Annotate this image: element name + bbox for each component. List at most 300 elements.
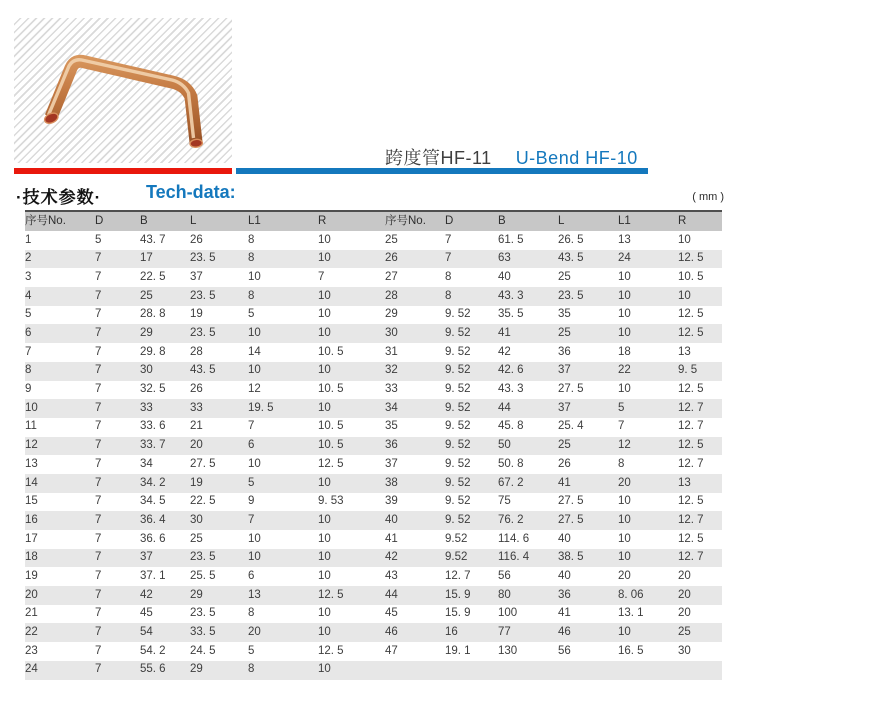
section-heading-en: Tech-data: bbox=[146, 182, 236, 202]
table-cell: 13 bbox=[618, 233, 631, 246]
table-cell: 8 bbox=[248, 252, 255, 265]
table-cell: 10 bbox=[618, 551, 631, 564]
table-cell: 7 bbox=[248, 420, 255, 433]
table-cell: 20 bbox=[618, 476, 631, 489]
table-cell: 25. 4 bbox=[558, 420, 584, 433]
table-cell: 10 bbox=[618, 532, 631, 545]
table-cell: 63 bbox=[498, 252, 511, 265]
table-cell: 34. 2 bbox=[140, 476, 166, 489]
table-cell: 8 bbox=[248, 663, 255, 676]
table-cell: 9 bbox=[248, 495, 255, 508]
table-cell: 46 bbox=[385, 626, 398, 639]
table-cell: 40 bbox=[498, 270, 511, 283]
table-cell bbox=[678, 661, 722, 680]
table-row bbox=[25, 642, 722, 661]
table-cell: 40 bbox=[558, 569, 571, 582]
table-cell: 10. 5 bbox=[318, 345, 344, 358]
table-cell: 76. 2 bbox=[498, 513, 524, 526]
table-row bbox=[25, 362, 722, 381]
table-row bbox=[25, 231, 722, 250]
table-cell: 29 bbox=[140, 327, 153, 340]
table-cell: 39 bbox=[385, 495, 398, 508]
table-cell: 35 bbox=[385, 420, 398, 433]
table-cell: 10 bbox=[318, 569, 331, 582]
table-body bbox=[25, 231, 722, 680]
tech-data-table bbox=[25, 210, 722, 680]
table-cell: 27 bbox=[385, 270, 398, 283]
table-cell: 6 bbox=[248, 569, 255, 582]
product-title bbox=[385, 144, 638, 170]
table-cell: 9. 52 bbox=[445, 345, 471, 358]
table-cell: 77 bbox=[498, 626, 511, 639]
table-cell: 41 bbox=[558, 476, 571, 489]
table-cell: 11 bbox=[25, 420, 37, 433]
table-cell: 10 bbox=[678, 233, 691, 246]
table-cell: 42 bbox=[385, 551, 398, 564]
table-cell: 7 bbox=[95, 551, 102, 564]
table-cell: 8 bbox=[248, 607, 255, 620]
table-cell: 43. 3 bbox=[498, 383, 524, 396]
table-cell: 30 bbox=[140, 364, 153, 377]
column-header: R bbox=[318, 211, 385, 231]
table-cell: 100 bbox=[498, 607, 518, 620]
table-cell: 20 bbox=[248, 626, 261, 639]
table-cell: 50. 8 bbox=[498, 457, 524, 470]
table-cell: 10 bbox=[248, 327, 261, 340]
table-cell: 23. 5 bbox=[190, 607, 216, 620]
table-cell: 8 bbox=[248, 289, 255, 302]
table-cell: 12. 5 bbox=[678, 327, 704, 340]
table-cell: 7 bbox=[95, 364, 102, 377]
table-cell: 10 bbox=[618, 327, 631, 340]
table-cell: 10 bbox=[318, 308, 331, 321]
table-row bbox=[25, 287, 722, 306]
table-cell: 25 bbox=[678, 626, 691, 639]
table-cell: 29. 8 bbox=[140, 345, 166, 358]
table-cell: 22. 5 bbox=[140, 270, 166, 283]
product-photo bbox=[14, 18, 232, 163]
table-row bbox=[25, 268, 722, 287]
table-cell: 7 bbox=[95, 476, 102, 489]
table-cell: 9. 52 bbox=[445, 401, 471, 414]
table-cell: 14 bbox=[248, 345, 261, 358]
table-cell: 33. 7 bbox=[140, 439, 166, 452]
table-row bbox=[25, 399, 722, 418]
table-cell: 13 bbox=[248, 588, 261, 601]
table-cell: 12. 5 bbox=[678, 383, 704, 396]
table-cell: 116. 4 bbox=[498, 551, 530, 564]
table-cell: 8 bbox=[248, 233, 255, 246]
table-cell: 20 bbox=[25, 588, 38, 601]
table-cell: 10 bbox=[618, 383, 631, 396]
table-cell: 10 bbox=[618, 289, 631, 302]
table-cell: 10 bbox=[318, 607, 331, 620]
table-cell: 12. 5 bbox=[318, 457, 344, 470]
table-cell: 7 bbox=[95, 569, 102, 582]
table-cell: 25 bbox=[140, 289, 153, 302]
table-cell: 9. 52 bbox=[445, 495, 471, 508]
table-cell: 43. 5 bbox=[558, 252, 584, 265]
table-cell: 41 bbox=[558, 607, 571, 620]
column-header: D bbox=[95, 211, 140, 231]
table-cell: 47 bbox=[385, 644, 398, 657]
table-cell: 29 bbox=[190, 588, 203, 601]
table-cell: 9. 52 bbox=[445, 457, 471, 470]
table-cell: 10. 5 bbox=[678, 270, 704, 283]
table-cell: 9. 52 bbox=[445, 327, 471, 340]
table-cell: 23. 5 bbox=[190, 327, 216, 340]
table-cell: 22 bbox=[618, 364, 631, 377]
table-cell: 80 bbox=[498, 588, 511, 601]
column-header: B bbox=[140, 211, 190, 231]
table-cell: 38 bbox=[385, 476, 398, 489]
table-cell: 5 bbox=[25, 308, 32, 321]
unit-label: ( mm ) bbox=[692, 191, 724, 203]
table-cell: 10 bbox=[318, 364, 331, 377]
table-cell: 19. 1 bbox=[445, 644, 471, 657]
table-cell: 26 bbox=[385, 252, 398, 265]
table-cell: 21 bbox=[190, 420, 203, 433]
table-cell: 7 bbox=[95, 420, 102, 433]
table-cell: 10 bbox=[248, 270, 261, 283]
table-cell: 7 bbox=[95, 626, 102, 639]
table-cell: 19 bbox=[190, 476, 203, 489]
section-heading-zh: ·技术参数· bbox=[16, 188, 102, 207]
table-cell: 25. 5 bbox=[190, 569, 216, 582]
table-cell: 33 bbox=[190, 401, 203, 414]
table-cell: 7 bbox=[95, 401, 102, 414]
table-cell: 20 bbox=[618, 569, 631, 582]
table-cell: 23. 5 bbox=[190, 551, 216, 564]
table-cell: 33 bbox=[385, 383, 398, 396]
table-cell: 10 bbox=[318, 513, 331, 526]
table-row bbox=[25, 306, 722, 325]
table-cell: 36 bbox=[558, 588, 571, 601]
table-cell: 27. 5 bbox=[558, 383, 584, 396]
table-cell: 37 bbox=[190, 270, 203, 283]
table-cell: 12. 5 bbox=[318, 644, 344, 657]
table-cell: 30 bbox=[385, 327, 398, 340]
column-header: L bbox=[558, 211, 618, 231]
table-cell: 45 bbox=[140, 607, 153, 620]
table-cell: 13 bbox=[678, 476, 691, 489]
table-cell: 7 bbox=[95, 513, 102, 526]
column-header: D bbox=[445, 211, 498, 231]
table-cell: 10 bbox=[618, 626, 631, 639]
table-row bbox=[25, 455, 722, 474]
table-cell: 8 bbox=[618, 457, 625, 470]
table-cell: 15. 9 bbox=[445, 607, 471, 620]
table-cell: 46 bbox=[558, 626, 571, 639]
table-cell: 24 bbox=[618, 252, 631, 265]
table-cell: 43 bbox=[385, 569, 398, 582]
table-cell: 9. 53 bbox=[318, 495, 344, 508]
table-cell: 10 bbox=[318, 663, 331, 676]
table-cell: 9. 52 bbox=[445, 364, 471, 377]
table-cell: 16 bbox=[445, 626, 458, 639]
table-cell: 27. 5 bbox=[558, 513, 584, 526]
table-cell: 16. 5 bbox=[618, 644, 644, 657]
table-cell: 37 bbox=[140, 551, 153, 564]
table-cell: 50 bbox=[498, 439, 511, 452]
table-cell: 12. 5 bbox=[678, 532, 704, 545]
table-cell: 10 bbox=[248, 457, 261, 470]
table-cell: 10 bbox=[618, 308, 631, 321]
table-cell: 9. 5 bbox=[678, 364, 698, 377]
table-cell: 19. 5 bbox=[248, 401, 274, 414]
table-cell: 10 bbox=[618, 513, 631, 526]
table-cell: 42 bbox=[498, 345, 511, 358]
table-cell: 16 bbox=[25, 513, 38, 526]
table-cell: 12. 7 bbox=[678, 401, 704, 414]
table-cell: 9. 52 bbox=[445, 383, 471, 396]
table-cell: 10 bbox=[318, 532, 331, 545]
table-cell: 7 bbox=[95, 607, 102, 620]
table-cell: 61. 5 bbox=[498, 233, 524, 246]
table-cell: 7 bbox=[95, 383, 102, 396]
table-cell: 45. 8 bbox=[498, 420, 524, 433]
table-cell: 14 bbox=[25, 476, 38, 489]
table-cell: 32. 5 bbox=[140, 383, 166, 396]
table-row bbox=[25, 343, 722, 362]
table-cell: 75 bbox=[498, 495, 511, 508]
table-cell: 12. 7 bbox=[678, 420, 704, 433]
table-cell: 55. 6 bbox=[140, 663, 166, 676]
table-cell: 9. 52 bbox=[445, 308, 471, 321]
table-cell: 43. 3 bbox=[498, 289, 524, 302]
table-cell: 10 bbox=[678, 289, 691, 302]
table-cell: 10. 5 bbox=[318, 439, 344, 452]
table-cell: 9.52 bbox=[445, 551, 468, 564]
table-cell: 12. 5 bbox=[678, 495, 704, 508]
table-cell bbox=[445, 661, 498, 680]
table-cell: 25 bbox=[190, 532, 203, 545]
table-cell: 12 bbox=[25, 439, 38, 452]
table-cell: 25 bbox=[558, 327, 571, 340]
table-cell: 26 bbox=[190, 383, 203, 396]
column-header: L bbox=[190, 211, 248, 231]
table-cell: 12. 5 bbox=[318, 588, 344, 601]
table-cell: 37 bbox=[558, 401, 571, 414]
table-cell: 10. 5 bbox=[318, 420, 344, 433]
table-cell: 8 bbox=[445, 289, 452, 302]
table-cell: 10 bbox=[25, 401, 38, 414]
table-cell: 42. 6 bbox=[498, 364, 524, 377]
table-cell: 10 bbox=[318, 327, 331, 340]
table-row bbox=[25, 511, 722, 530]
table-cell: 36. 6 bbox=[140, 532, 166, 545]
table-cell: 22. 5 bbox=[190, 495, 216, 508]
table-cell: 4 bbox=[25, 289, 32, 302]
table-cell: 7 bbox=[618, 420, 625, 433]
table-row bbox=[25, 474, 722, 493]
table-cell: 10 bbox=[248, 364, 261, 377]
table-cell: 27. 5 bbox=[558, 495, 584, 508]
table-cell: 25 bbox=[385, 233, 398, 246]
table-cell: 18 bbox=[618, 345, 631, 358]
table-cell: 10 bbox=[318, 626, 331, 639]
table-cell: 2 bbox=[25, 252, 32, 265]
table-cell: 15 bbox=[25, 495, 38, 508]
table-row bbox=[25, 493, 722, 512]
table-cell: 8 bbox=[25, 364, 32, 377]
table-cell: 22 bbox=[25, 626, 38, 639]
table-header bbox=[25, 211, 722, 231]
table-cell: 130 bbox=[498, 644, 518, 657]
table-cell: 25 bbox=[558, 439, 571, 452]
table-cell: 35 bbox=[558, 308, 571, 321]
table-cell: 25 bbox=[558, 270, 571, 283]
table-cell: 37 bbox=[558, 364, 571, 377]
column-header: L1 bbox=[618, 211, 678, 231]
table-cell: 17 bbox=[25, 532, 38, 545]
table-cell: 26. 5 bbox=[558, 233, 584, 246]
table-cell: 12. 5 bbox=[678, 252, 704, 265]
table-row bbox=[25, 586, 722, 605]
table-cell: 40 bbox=[385, 513, 398, 526]
table-cell: 13. 1 bbox=[618, 607, 644, 620]
table-cell: 7 bbox=[95, 289, 102, 302]
product-title-zh: 跨度管HF-11 bbox=[385, 148, 492, 168]
table-cell: 34 bbox=[385, 401, 398, 414]
table-cell: 10 bbox=[618, 495, 631, 508]
table-cell: 36 bbox=[385, 439, 398, 452]
table-cell: 12. 5 bbox=[678, 308, 704, 321]
table-cell: 23 bbox=[25, 644, 38, 657]
table-cell: 28 bbox=[190, 345, 203, 358]
table-cell: 6 bbox=[25, 327, 32, 340]
table-cell: 33. 6 bbox=[140, 420, 166, 433]
table-cell: 24 bbox=[25, 663, 38, 676]
table-cell: 44 bbox=[498, 401, 511, 414]
table-cell: 20 bbox=[678, 588, 691, 601]
table-cell: 37. 1 bbox=[140, 569, 166, 582]
table-cell: 44 bbox=[385, 588, 398, 601]
table-cell: 28 bbox=[385, 289, 398, 302]
table-row bbox=[25, 549, 722, 568]
table-cell: 7 bbox=[95, 327, 102, 340]
table-cell bbox=[558, 661, 618, 680]
table-cell: 24. 5 bbox=[190, 644, 216, 657]
table-row bbox=[25, 418, 722, 437]
table-cell: 7 bbox=[95, 457, 102, 470]
table-cell: 12. 7 bbox=[678, 551, 704, 564]
table-cell: 56 bbox=[498, 569, 511, 582]
table-cell: 9. 52 bbox=[445, 476, 471, 489]
table-cell: 56 bbox=[558, 644, 571, 657]
table-cell: 19 bbox=[25, 569, 38, 582]
table-cell: 7 bbox=[445, 252, 452, 265]
table-cell: 54. 2 bbox=[140, 644, 166, 657]
red-divider-bar bbox=[14, 168, 232, 174]
column-header: 序号No. bbox=[25, 211, 95, 231]
table-cell: 7 bbox=[95, 439, 102, 452]
table-cell: 7 bbox=[25, 345, 32, 358]
table-cell: 17 bbox=[140, 252, 153, 265]
table-cell: 7 bbox=[95, 252, 102, 265]
table-cell: 7 bbox=[318, 270, 325, 283]
table-cell: 10 bbox=[318, 401, 331, 414]
table-cell: 23. 5 bbox=[558, 289, 584, 302]
table-cell: 7 bbox=[95, 644, 102, 657]
column-header: R bbox=[678, 211, 722, 231]
table-cell: 7 bbox=[248, 513, 255, 526]
table-cell: 28. 8 bbox=[140, 308, 166, 321]
product-title-en: U-Bend HF-10 bbox=[515, 148, 638, 168]
table-cell: 12 bbox=[618, 439, 631, 452]
table-cell: 9. 52 bbox=[445, 420, 471, 433]
column-header: B bbox=[498, 211, 558, 231]
table-cell: 7 bbox=[95, 495, 102, 508]
table-cell: 7 bbox=[95, 588, 102, 601]
table-cell: 36 bbox=[558, 345, 571, 358]
table-row bbox=[25, 381, 722, 400]
table-cell: 10 bbox=[248, 551, 261, 564]
table-row bbox=[25, 661, 722, 680]
table-cell: 7 bbox=[95, 345, 102, 358]
table-cell bbox=[498, 661, 558, 680]
table-cell: 41 bbox=[385, 532, 398, 545]
table-cell: 10 bbox=[318, 252, 331, 265]
table-cell: 10 bbox=[248, 532, 261, 545]
table-cell: 5 bbox=[248, 644, 255, 657]
table-cell: 13 bbox=[25, 457, 38, 470]
table-cell: 10 bbox=[618, 270, 631, 283]
table-cell: 9. 52 bbox=[445, 439, 471, 452]
table-row bbox=[25, 623, 722, 642]
table-cell: 10 bbox=[318, 476, 331, 489]
table-cell: 3 bbox=[25, 270, 32, 283]
table-cell: 36. 4 bbox=[140, 513, 166, 526]
table-cell: 35. 5 bbox=[498, 308, 524, 321]
table-cell: 23. 5 bbox=[190, 289, 216, 302]
table-header-row bbox=[25, 211, 722, 231]
table-cell: 40 bbox=[558, 532, 571, 545]
table-cell: 20 bbox=[678, 607, 691, 620]
table-row bbox=[25, 567, 722, 586]
table-cell: 31 bbox=[385, 345, 398, 358]
table-cell: 12. 7 bbox=[678, 457, 704, 470]
table-row bbox=[25, 437, 722, 456]
table-cell: 6 bbox=[248, 439, 255, 452]
table-cell: 15. 9 bbox=[445, 588, 471, 601]
table-cell: 18 bbox=[25, 551, 38, 564]
table-cell: 29 bbox=[385, 308, 398, 321]
table-cell: 8. 06 bbox=[618, 588, 644, 601]
table-cell: 8 bbox=[445, 270, 452, 283]
table-cell: 1 bbox=[25, 233, 32, 246]
table-cell: 9. 52 bbox=[445, 513, 471, 526]
table-cell: 30 bbox=[190, 513, 203, 526]
table-cell: 38. 5 bbox=[558, 551, 584, 564]
table-cell: 67. 2 bbox=[498, 476, 524, 489]
table-cell: 19 bbox=[190, 308, 203, 321]
table-cell: 10. 5 bbox=[318, 383, 344, 396]
table-cell: 27. 5 bbox=[190, 457, 216, 470]
table-cell: 33. 5 bbox=[190, 626, 216, 639]
table-cell: 9.52 bbox=[445, 532, 468, 545]
table-cell: 10 bbox=[318, 551, 331, 564]
table-cell: 42 bbox=[140, 588, 153, 601]
table-cell: 12. 7 bbox=[678, 513, 704, 526]
column-header: L1 bbox=[248, 211, 318, 231]
table-row bbox=[25, 530, 722, 549]
table-cell: 7 bbox=[95, 308, 102, 321]
table-cell: 10 bbox=[318, 289, 331, 302]
table-cell: 45 bbox=[385, 607, 398, 620]
table-cell: 9 bbox=[25, 383, 32, 396]
table-row bbox=[25, 250, 722, 269]
